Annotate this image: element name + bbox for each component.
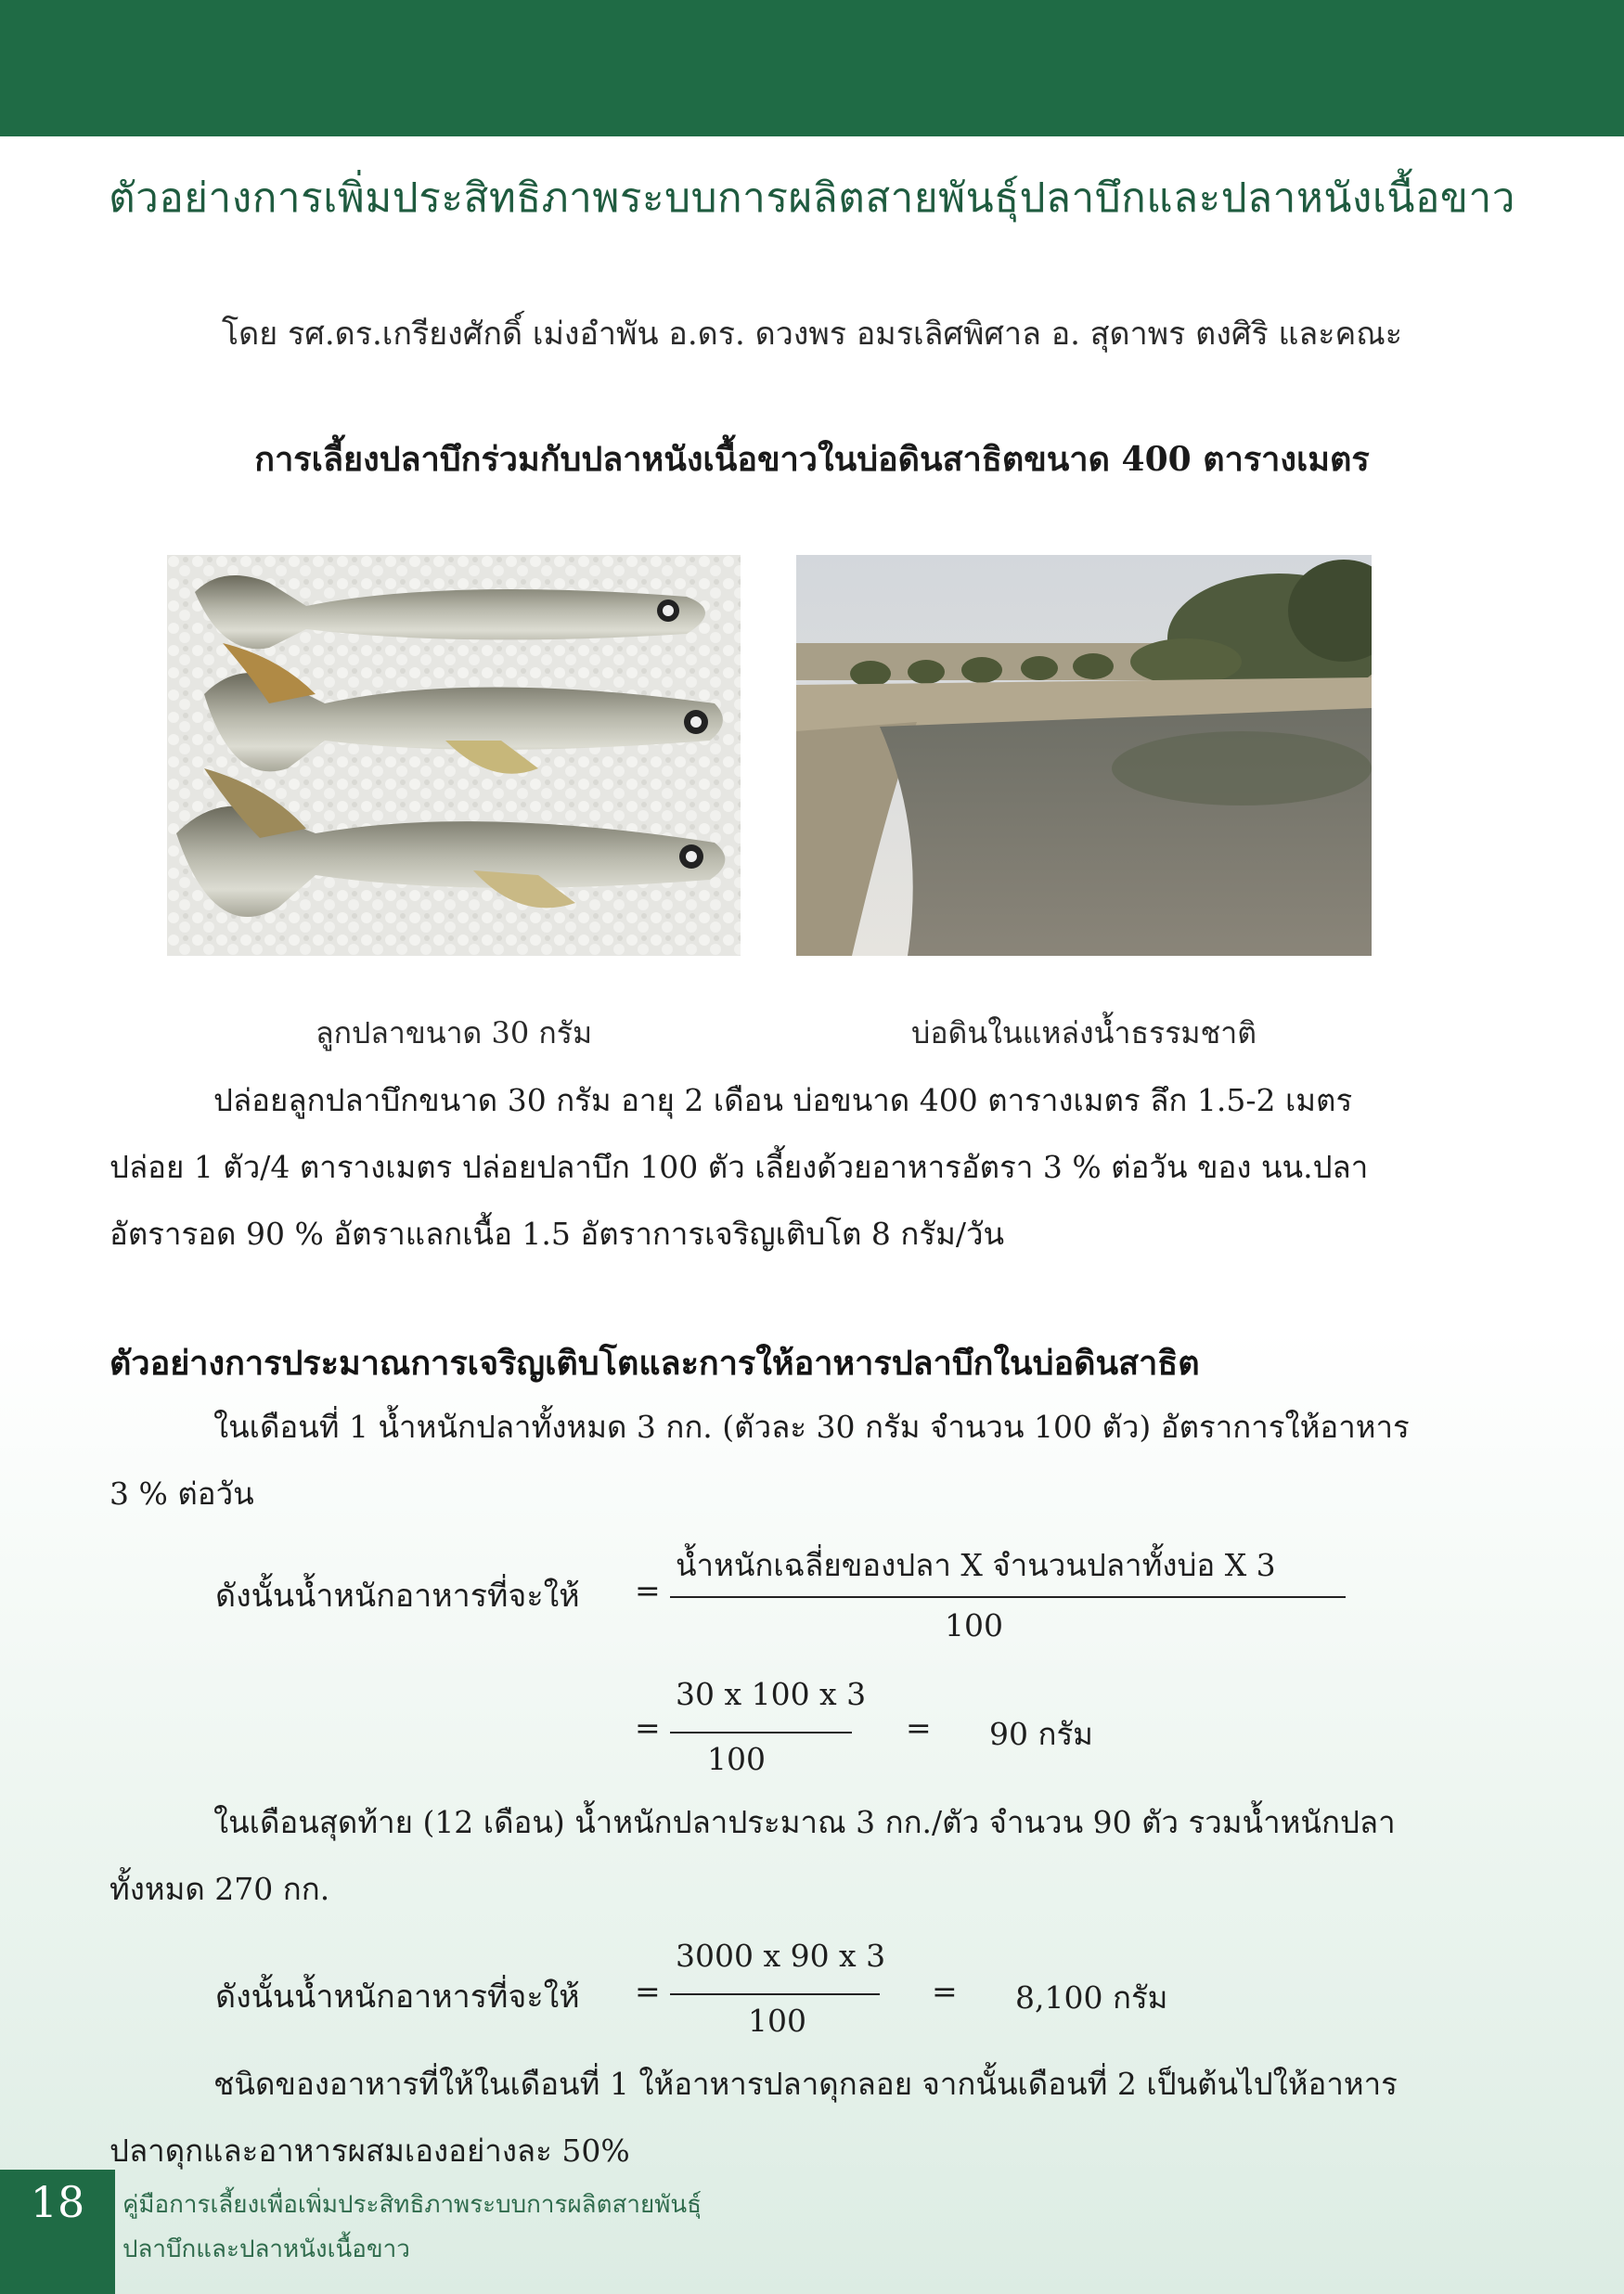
feed-type-paragraph: ชนิดของอาหารที่ให้ในเดือนที่ 1 ให้อาหารปลาดุกลอย จากนั้นเดือนที่ 2 เป็นต้นไปให้อาหารปลาดุกและอาหารผสมเองอย่างละ 50% xyxy=(110,2066,1398,2169)
formula2-numerator: 3000 x 90 x 3 xyxy=(676,1938,886,1974)
formula1-equals-3: = xyxy=(906,1709,932,1746)
page-number: 18 xyxy=(30,2177,85,2227)
month1-paragraph: ในเดือนที่ 1 น้ำหนักปลาทั้งหมด 3 กก. (ตัวละ 30 กรัม จำนวน 100 ตัว) อัตราการให้อาหาร 3 % ต่อวัน xyxy=(110,1409,1410,1512)
footer-line-2: ปลาบึกและปลาหนังเนื้อขาว xyxy=(122,2236,410,2263)
formula1-denominator-2: 100 xyxy=(707,1741,766,1777)
pond-photo xyxy=(796,555,1372,956)
footer-running-title xyxy=(122,2183,702,2272)
formula1-numerator-2: 30 x 100 x 3 xyxy=(676,1676,867,1712)
formula1-result: 90 กรัม xyxy=(989,1716,1093,1752)
footer-line-1: คู่มือการเลี้ยงเพื่อเพิ่มประสิทธิภาพระบบการผลิตสายพันธุ์ xyxy=(122,2191,702,2219)
formula1-equals-2: = xyxy=(635,1709,661,1746)
formula2-equals: = xyxy=(635,1973,661,2009)
section-heading: ตัวอย่างการประมาณการเจริญเติบโตและการให้อาหารปลาบึกในบ่อดินสาธิต xyxy=(110,1344,1200,1383)
formula1-label: ดังนั้นน้ำหนักอาหารที่จะให้ xyxy=(215,1578,580,1615)
fish-photo-caption: ลูกปลาขนาด 30 กรัม xyxy=(315,1015,593,1050)
header-band xyxy=(0,0,1624,136)
formula2-equals-2: = xyxy=(932,1973,958,2009)
formula1-numerator: น้ำหนักเฉลี่ยของปลา X จำนวนปลาทั้งบ่อ X 3 xyxy=(676,1547,1276,1583)
stocking-paragraph: ปล่อยลูกปลาบึกขนาด 30 กรัม อายุ 2 เดือน บ่อขนาด 400 ตารางเมตร ลึก 1.5-2 เมตร ปล่อย 1 ตัว/4 ตารางเมตร ปล่อยปลาบึก 100 ตัว เลี้ยงด้วยอาหารอัตรา 3 % ต่อวัน ของ นน.ปลา อัตรารอด 90 % อัตราแลกเนื้อ 1.5 อัตราการเจริญเติบโต 8 กรัม/วัน xyxy=(110,1082,1369,1252)
formula2-label: ดังนั้นน้ำหนักอาหารที่จะให้ xyxy=(215,1978,580,2016)
formula1-fraction-bar-2 xyxy=(670,1732,852,1733)
authors-line: โดย รศ.ดร.เกรียงศักดิ์ เม่งอำพัน อ.ดร. ดวงพร อมรเลิศพิศาล อ. สุดาพร ตงศิริ และคณะ xyxy=(221,316,1403,353)
fish-photo-illustration xyxy=(167,555,741,956)
formula1-equals: = xyxy=(635,1572,661,1608)
formula2-denominator: 100 xyxy=(748,2003,806,2039)
formula2-result: 8,100 กรัม xyxy=(1015,1979,1168,2016)
pond-photo-illustration xyxy=(796,555,1372,956)
pond-photo-caption: บ่อดินในแหล่งน้ำธรรมชาติ xyxy=(911,1015,1257,1050)
section-subtitle: การเลี้ยงปลาบึกร่วมกับปลาหนังเนื้อขาวในบ่อดินสาธิตขนาด 400 ตารางเมตร xyxy=(254,440,1370,479)
final-month-paragraph: ในเดือนสุดท้าย (12 เดือน) น้ำหนักปลาประมาณ 3 กก./ตัว จำนวน 90 ตัว รวมน้ำหนักปลาทั้งหมด 270 กก. xyxy=(110,1804,1396,1907)
formula1-denominator: 100 xyxy=(945,1607,1003,1643)
page-title: ตัวอย่างการเพิ่มประสิทธิภาพระบบการผลิตสายพันธุ์ปลาบึกและปลาหนังเนื้อขาว xyxy=(109,174,1515,222)
formula2-fraction-bar xyxy=(670,1993,880,1995)
formula1-fraction-bar xyxy=(670,1596,1346,1598)
fish-photo xyxy=(167,555,741,956)
